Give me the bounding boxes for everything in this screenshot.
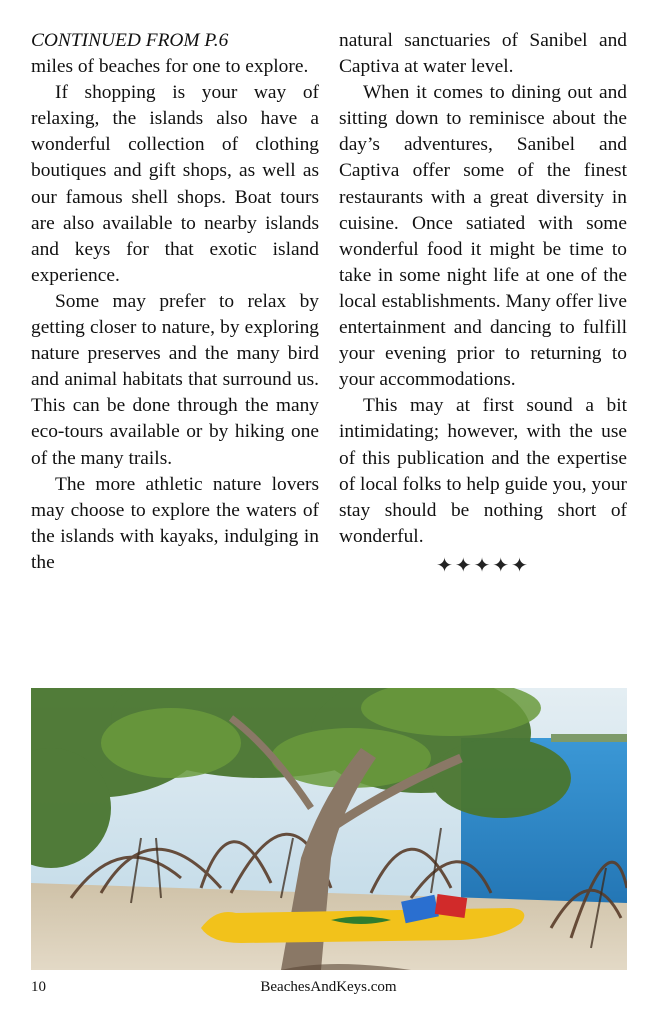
right-paragraph-1: natural sanctuaries of Sanibel and Captiva at water level. <box>339 30 627 78</box>
left-paragraph-2: If shopping is your way of relaxing, the islands also have a wonderful collection of clothing boutiques and gift shops, as well as our famous shell shops. Boat tours are also available to nearby islands and keys for that exotic island experience. <box>31 82 319 286</box>
left-paragraph-1: miles of beaches for one to explore. <box>31 56 309 78</box>
right-paragraph-3: This may at first sound a bit intimidating; however, with the use of this publication and the expertise of local folks to help guide you, your stay should be nothing short of wonderful. <box>339 395 627 547</box>
mangrove-kayak-photo <box>31 688 627 970</box>
right-paragraph-2: When it comes to dining out and sitting down to reminisce about the day’s adventures, Sanibel and Captiva offer some of the finest restaurants with a great diversity in cuisine. Once satiated with some wonderful food it might be time to take in some night life at one of the local establishments. Many offer live entertainment and dancing to fulfill your evening prior to returning to your accommodations. <box>339 82 627 391</box>
left-paragraph-4: The more athletic nature lovers may choose to explore the waters of the islands with kayaks, indulging in the <box>31 473 319 573</box>
continued-label: CONTINUED FROM P.6 <box>31 30 229 51</box>
page-number: 10 <box>31 979 46 995</box>
left-column <box>31 28 319 576</box>
section-end-stars: ✦✦✦✦✦ <box>436 554 530 577</box>
right-column <box>339 28 627 580</box>
website-link[interactable]: BeachesAndKeys.com <box>260 979 397 995</box>
left-paragraph-3: Some may prefer to relax by getting closer to nature, by exploring nature preserves and the many bird and animal habitats that surround us. This can be done through the many eco-tours available or by hiking one of the many trails. <box>31 290 319 469</box>
